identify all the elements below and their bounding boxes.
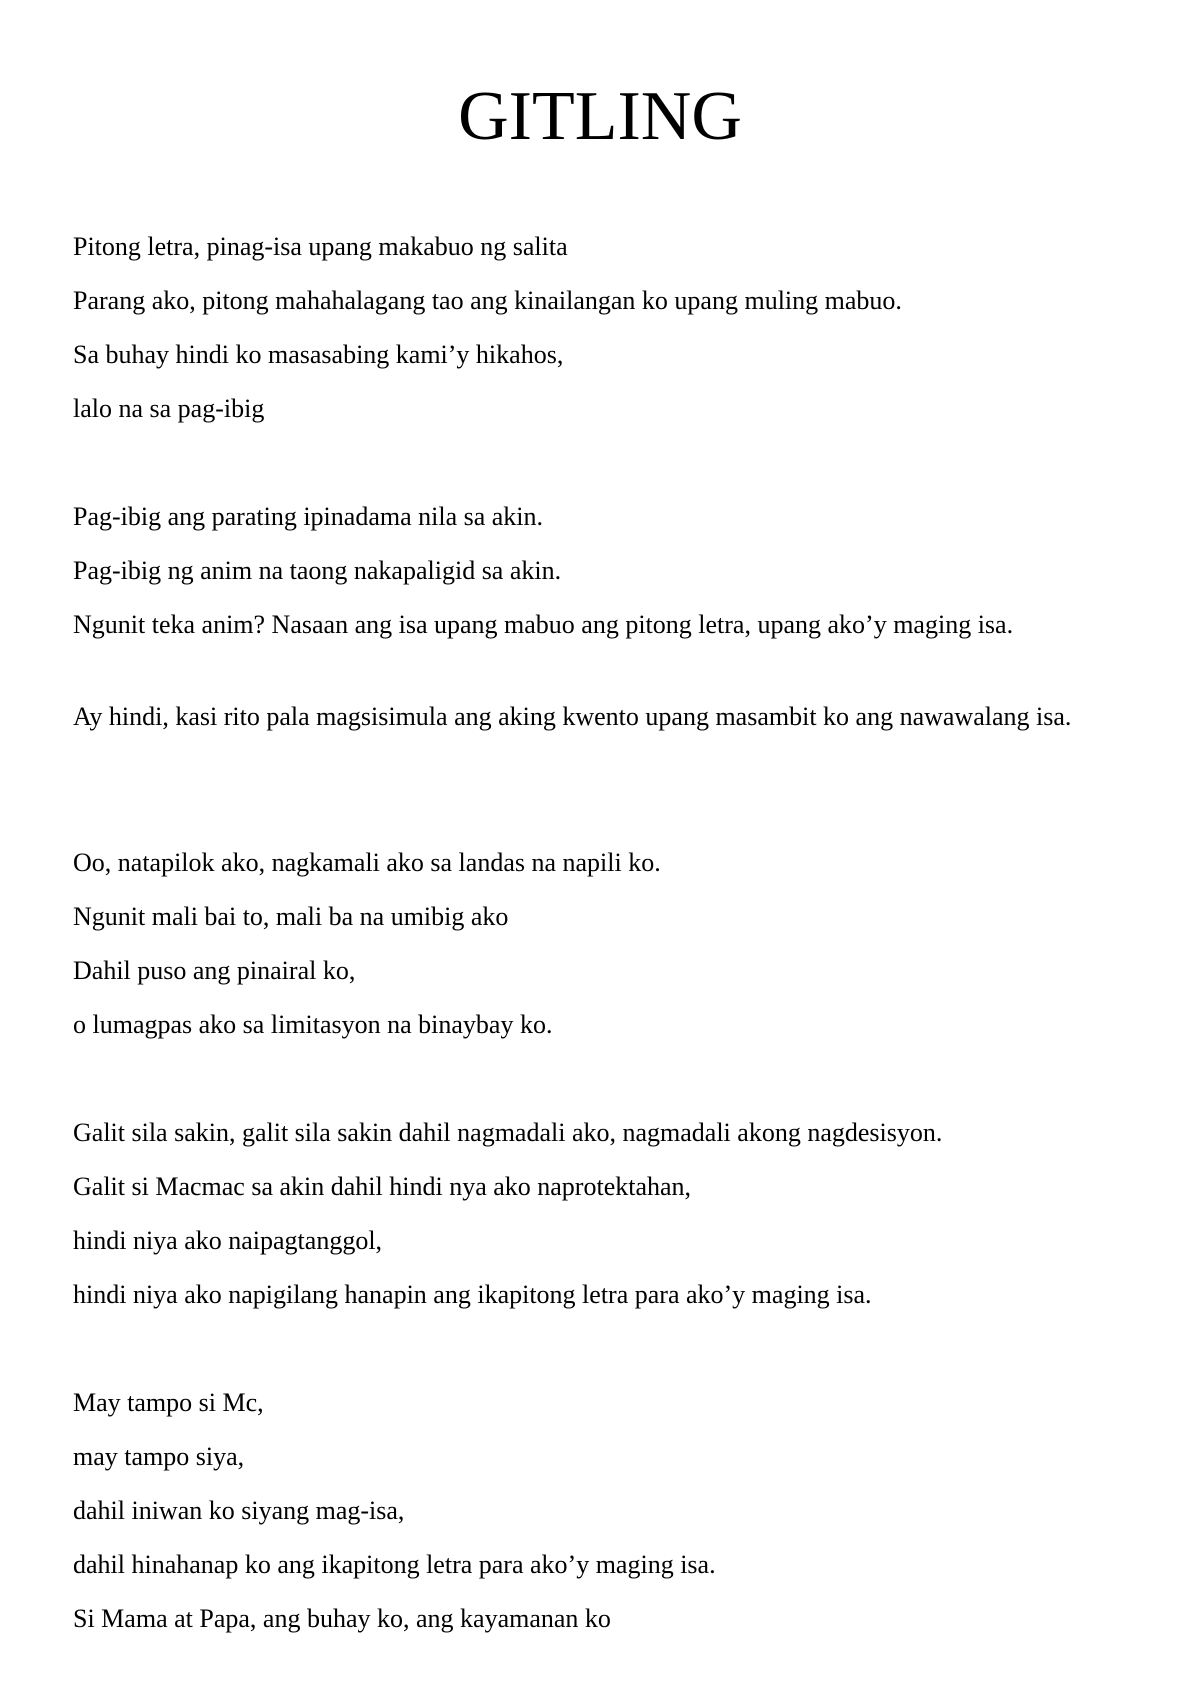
poem-line: hindi niya ako napigilang hanapin ang ikapitong letra para ako’y maging isa. (73, 1280, 872, 1309)
poem-line: Oo, natapilok ako, nagkamali ako sa landas na napili ko. (73, 848, 661, 877)
poem-line: May tampo si Mc, (73, 1388, 264, 1417)
poem-line: o lumagpas ako sa limitasyon na binaybay ko. (73, 1010, 553, 1039)
poem-line: Galit sila sakin, galit sila sakin dahil nagmadali ako, nagmadali akong nagdesisyon. (73, 1118, 943, 1147)
poem-line: Galit si Macmac sa akin dahil hindi nya ako naprotektahan, (73, 1172, 692, 1201)
poem-line: lalo na sa pag-ibig (73, 394, 265, 423)
poem-line: dahil hinahanap ko ang ikapitong letra para ako’y maging isa. (73, 1550, 716, 1579)
poem-line: Si Mama at Papa, ang buhay ko, ang kayamanan ko (73, 1604, 611, 1633)
poem-line: Parang ako, pitong mahahalagang tao ang kinailangan ko upang muling mabuo. (73, 286, 902, 315)
poem-line: dahil iniwan ko siyang mag-isa, (73, 1496, 405, 1525)
poem-line: Pag-ibig ng anim na taong nakapaligid sa akin. (73, 556, 562, 585)
poem-line: may tampo siya, (73, 1442, 245, 1471)
poem-line: Dahil puso ang pinairal ko, (73, 956, 356, 985)
poem-line: hindi niya ako naipagtanggol, (73, 1226, 383, 1255)
poem-line: Ay hindi, kasi rito pala magsisimula ang aking kwento upang masambit ko ang nawawalang isa. (73, 702, 1072, 731)
poem-line: Pag-ibig ang parating ipinadama nila sa akin. (73, 502, 544, 531)
poem-title: GITLING (458, 78, 742, 155)
poem-line: Ngunit mali bai to, mali ba na umibig ako (73, 902, 509, 931)
poem-line: Pitong letra, pinag-isa upang makabuo ng salita (73, 232, 568, 261)
poem-line: Ngunit teka anim? Nasaan ang isa upang mabuo ang pitong letra, upang ako’y maging isa. (73, 610, 1014, 639)
poem-line: Sa buhay hindi ko masasabing kami’y hikahos, (73, 340, 564, 369)
